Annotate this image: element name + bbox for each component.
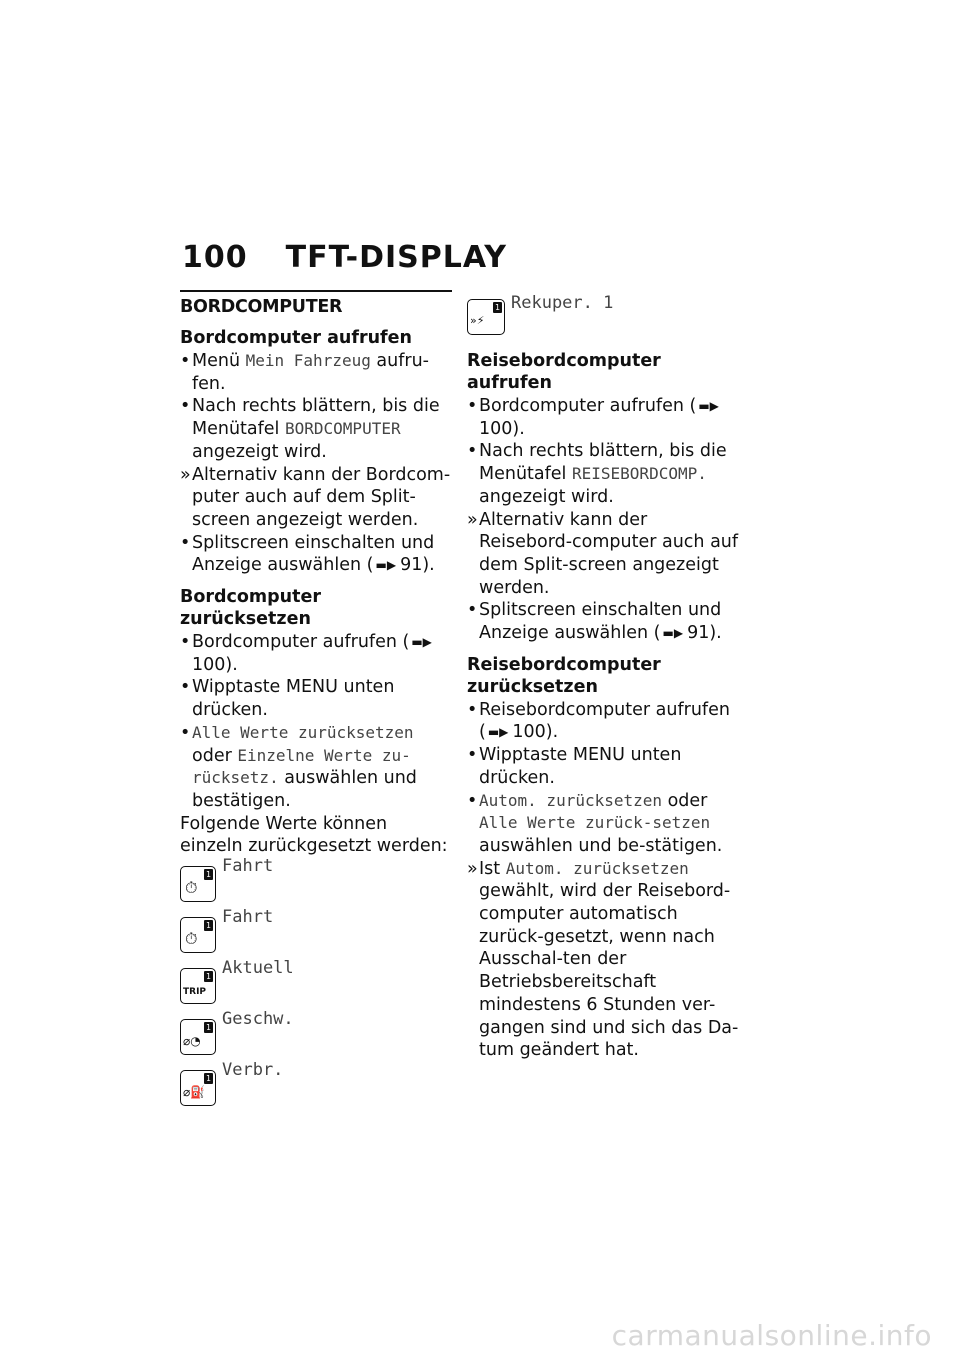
page-ref-link[interactable]: 91). — [400, 555, 435, 576]
page-ref-link[interactable]: 100). — [479, 418, 525, 439]
list-item: • Bordcomputer aufrufen ( ▬▶100). — [467, 396, 719, 439]
subsection-title-reset: Reisebordcomputer zurücksetzen — [467, 654, 661, 697]
page-number: 100 — [182, 240, 248, 275]
indicator-label: Verbr. — [222, 1060, 284, 1081]
page-ref-arrow-icon[interactable]: ▬▶ — [487, 725, 509, 740]
average-speed-icon: ⌀◔ 1 — [180, 1019, 216, 1055]
indicator-row — [180, 909, 452, 960]
left-column — [180, 290, 452, 1113]
result-item: » Alternativ kann der Bordcom-puter auch auf dem Split-screen angezeigt werden. — [180, 464, 451, 530]
page-ref-link[interactable]: 91). — [687, 623, 722, 644]
list-item: • Bordcomputer aufrufen ( ▬▶100). — [180, 632, 432, 675]
indicator-row — [180, 858, 452, 909]
list-item: • Reisebordcomputer aufrufen ( ▬▶ 100). — [467, 699, 730, 743]
menu-panel-name: REISEBORDCOMP. — [572, 464, 707, 484]
page-ref-arrow-icon[interactable]: ▬▶ — [698, 399, 719, 413]
list-item: • Splitscreen einschalten und Anzeige auswählen ( ▬▶ 91). — [180, 532, 435, 576]
indicator-label: Fahrt — [222, 907, 274, 928]
subsection-title-open: Bordcomputer aufrufen — [180, 328, 413, 348]
page-ref-arrow-icon[interactable]: ▬▶ — [662, 626, 684, 641]
list-item: • Alle Werte zurücksetzen oder Einzelne Werte zu-rücksetz. auswählen und bestätigen. — [180, 722, 417, 811]
menu-panel-name: BORDCOMPUTER — [285, 419, 401, 439]
indicator-row — [180, 1062, 452, 1113]
subsection-title-open: Reisebordcomputer aufrufen — [467, 351, 661, 393]
indicator-label: Aktuell — [222, 958, 294, 979]
list-item: • Autom. zurücksetzen oder Alle Werte zurück-setzen auswählen und be-stätigen. — [467, 790, 723, 856]
indicator-row — [180, 960, 452, 1011]
indicator-label: Geschw. — [222, 1009, 294, 1030]
page-ref-link[interactable]: 100). — [192, 654, 238, 675]
page-ref-link[interactable]: 100). — [512, 722, 559, 743]
recuperation-icon: »⚡ 1 — [467, 299, 505, 335]
chapter-title: TFT-DISPLAY — [285, 240, 507, 275]
indicator-label: Fahrt — [222, 856, 274, 877]
menu-name: Mein Fahrzeug — [245, 351, 371, 370]
trip-icon: TRIP 1 — [180, 968, 216, 1004]
list-item: • Nach rechts blättern, bis die Menütafel REISEBORDCOMP. angezeigt wird. — [467, 441, 727, 507]
indicator-label: Rekuper. 1 — [511, 293, 614, 313]
right-column — [467, 292, 742, 1062]
page-ref-arrow-icon[interactable]: ▬▶ — [411, 635, 432, 650]
indicator-row — [180, 1011, 452, 1062]
indicator-row — [467, 292, 742, 350]
section-rule — [180, 290, 452, 292]
list-item: • Nach rechts blättern, bis die Menütafel BORDCOMPUTER angezeigt wird. — [180, 396, 440, 462]
list-item: • Menü Mein Fahrzeug aufru-fen. — [180, 351, 429, 394]
average-consumption-icon: ⌀⛽ 1 — [180, 1070, 216, 1106]
watermark: carmanualsonline.info — [611, 1319, 932, 1352]
result-item: » Alternativ kann der Reisebord-computer auch auf dem Split-screen angezeigt werden. — [467, 509, 739, 598]
page-ref-arrow-icon[interactable]: ▬▶ — [375, 558, 397, 573]
section-title: BORDCOMPUTER — [180, 297, 343, 317]
result-item: » Ist Autom. zurücksetzen gewählt, wird der Reisebord-computer automatisch zurück-gesetzt, wenn nach Ausschal-ten der Betriebsbereitschaft mindestens 6 Stunden ver-gangen sind und sich das Da-tum geändert hat. — [467, 858, 739, 1061]
stopwatch-icon: ⏱ 1 — [180, 917, 216, 953]
page-header — [182, 240, 507, 275]
list-item: • Wipptaste MENU unten drücken. — [180, 677, 395, 721]
list-item: • Wipptaste MENU unten drücken. — [467, 745, 682, 788]
stopwatch-icon: ⏱ 1 — [180, 866, 216, 902]
subsection-title-reset: Bordcomputer zurücksetzen — [180, 587, 321, 630]
list-item: • Splitscreen einschalten und Anzeige auswählen ( ▬▶ 91). — [467, 600, 722, 644]
values-paragraph: Folgende Werte können einzeln zurückgesetzt werden: — [180, 813, 448, 857]
